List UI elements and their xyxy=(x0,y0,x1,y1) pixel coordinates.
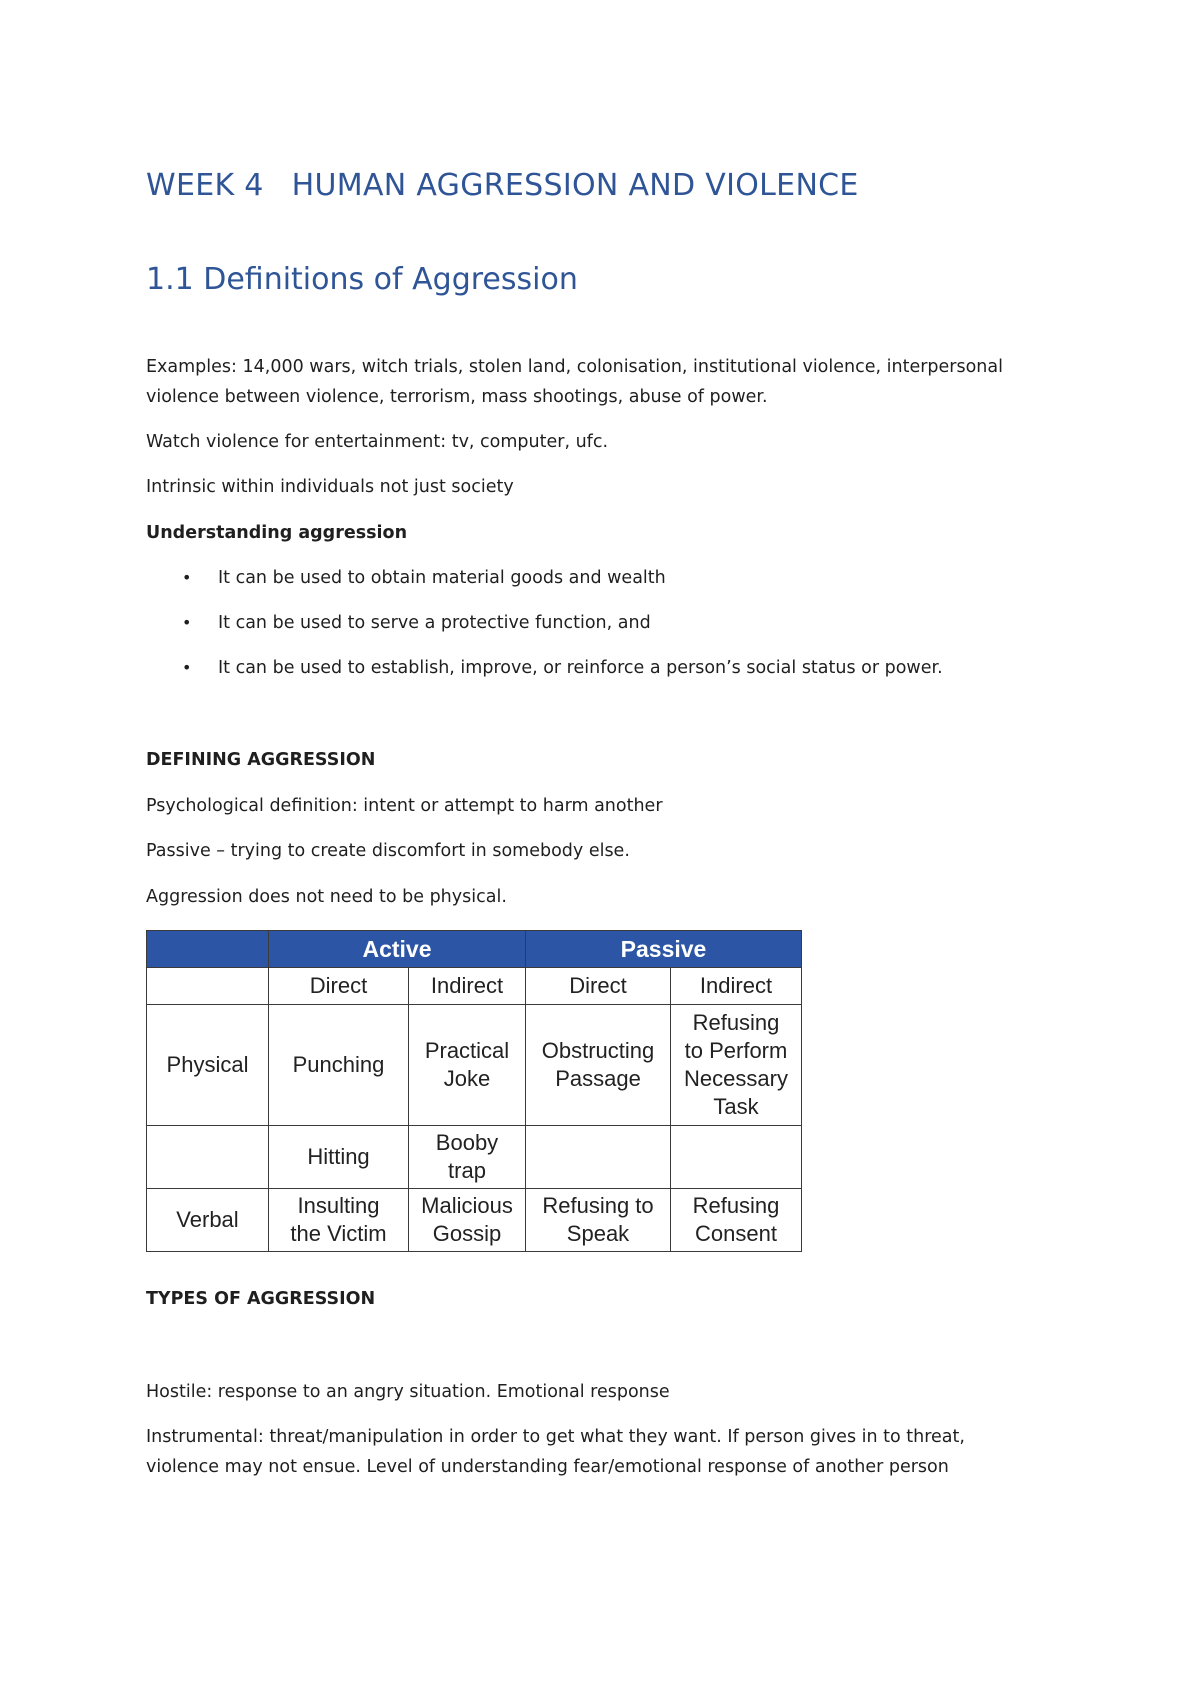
cell-line: Malicious xyxy=(421,1193,513,1218)
physical-note: Aggression does not need to be physical. xyxy=(146,887,507,907)
passive-definition: Passive – trying to create discomfort in somebody else. xyxy=(146,841,630,861)
bullet-icon: • xyxy=(182,658,192,677)
table-corner-cell xyxy=(147,931,269,968)
table-cell xyxy=(409,1005,526,1126)
table-header-row xyxy=(147,931,802,968)
instrumental-line-2: violence may not ensue. Level of understanding fear/emotional response of another person xyxy=(146,1457,949,1477)
bullet-icon: • xyxy=(182,613,192,632)
hostile-paragraph: Hostile: response to an angry situation. Emotional response xyxy=(146,1382,670,1402)
cell-line: Hitting xyxy=(307,1144,370,1169)
understanding-heading: Understanding aggression xyxy=(146,523,408,543)
cell-line: Refusing xyxy=(692,1010,780,1035)
cell-line: Obstructing xyxy=(541,1038,655,1063)
table-cell xyxy=(269,1005,409,1126)
table-cell xyxy=(269,1189,409,1252)
table-subheader-row xyxy=(147,968,802,1005)
cell-line: Necessary xyxy=(684,1066,788,1091)
defining-heading: DEFINING AGGRESSION xyxy=(146,750,376,770)
week-number: WEEK 4 xyxy=(146,168,264,203)
table-cell xyxy=(526,1189,671,1252)
table-cell xyxy=(526,1005,671,1126)
cell-line: Gossip xyxy=(432,1221,502,1246)
table-row xyxy=(147,1005,802,1126)
week-heading xyxy=(146,168,859,203)
table-cell xyxy=(671,1189,802,1252)
cell-line: to Perform xyxy=(684,1038,788,1063)
row-label: Verbal xyxy=(147,1189,269,1252)
table-subheader: Indirect xyxy=(409,968,526,1005)
cell-line: Passage xyxy=(555,1066,641,1091)
examples-line-1: Examples: 14,000 wars, witch trials, stolen land, colonisation, institutional violence, interpersonal xyxy=(146,357,1003,377)
row-label xyxy=(147,1126,269,1189)
cell-line: Punching xyxy=(292,1052,385,1077)
cell-line: the Victim xyxy=(290,1221,387,1246)
cell-line: Insulting xyxy=(297,1193,380,1218)
types-heading: TYPES OF AGGRESSION xyxy=(146,1289,376,1309)
instrumental-line-1: Instrumental: threat/manipulation in order to get what they want. If person gives in to threat, xyxy=(146,1427,965,1447)
table-cell xyxy=(409,1189,526,1252)
aggression-table xyxy=(146,930,802,1252)
cell-line: Task xyxy=(713,1094,759,1119)
cell-line: Refusing xyxy=(692,1193,780,1218)
week-title: HUMAN AGGRESSION AND VIOLENCE xyxy=(291,168,859,203)
bullet-text: It can be used to establish, improve, or reinforce a person’s social status or power. xyxy=(218,658,943,678)
bullet-text: It can be used to obtain material goods and wealth xyxy=(218,568,666,588)
intrinsic-paragraph: Intrinsic within individuals not just society xyxy=(146,477,514,497)
section-heading: 1.1 Definitions of Aggression xyxy=(146,262,578,297)
cell-line: trap xyxy=(448,1158,486,1183)
cell-line: Booby xyxy=(435,1130,499,1155)
table-cell xyxy=(269,1126,409,1189)
cell-line: Refusing to xyxy=(542,1193,654,1218)
examples-line-2: violence between violence, terrorism, mass shootings, abuse of power. xyxy=(146,387,768,407)
cell-line: Consent xyxy=(695,1221,777,1246)
bullet-text: It can be used to serve a protective function, and xyxy=(218,613,651,633)
table-row xyxy=(147,1126,802,1189)
table-cell xyxy=(147,968,269,1005)
table-cell xyxy=(671,1126,802,1189)
table-subheader: Direct xyxy=(269,968,409,1005)
table-subheader: Indirect xyxy=(671,968,802,1005)
cell-line: Practical xyxy=(424,1038,510,1063)
table-cell xyxy=(526,1126,671,1189)
table-cell xyxy=(409,1126,526,1189)
bullet-icon: • xyxy=(182,568,192,587)
table-row xyxy=(147,1189,802,1252)
cell-line: Joke xyxy=(443,1066,491,1091)
cell-line: Speak xyxy=(566,1221,630,1246)
psych-definition: Psychological definition: intent or attempt to harm another xyxy=(146,796,663,816)
row-label: Physical xyxy=(147,1005,269,1126)
active-header: Active xyxy=(269,931,526,968)
watch-paragraph: Watch violence for entertainment: tv, computer, ufc. xyxy=(146,432,609,452)
table-subheader: Direct xyxy=(526,968,671,1005)
table-cell xyxy=(671,1005,802,1126)
passive-header: Passive xyxy=(526,931,802,968)
